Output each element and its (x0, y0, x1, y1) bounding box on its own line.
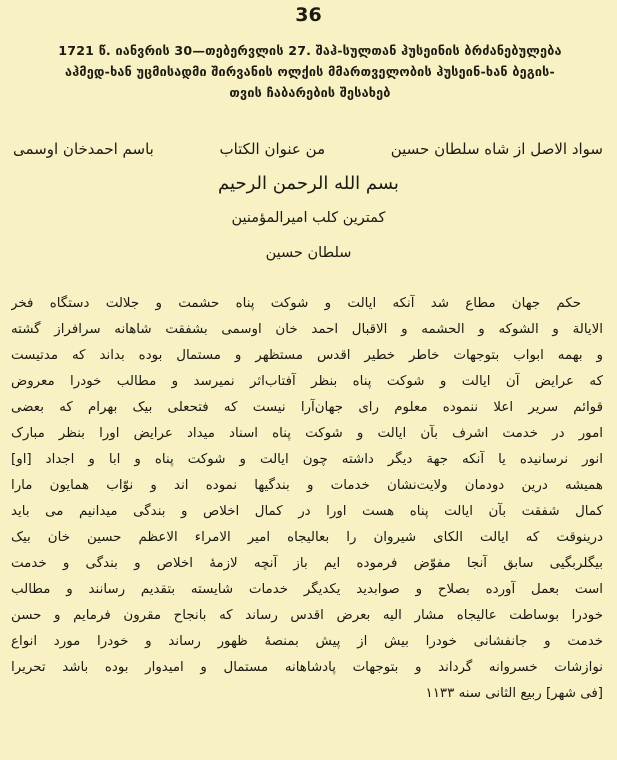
body-line: الایالة و الشوکه و الحشمه و الاقبال احمد خان اوسمی بشفقت شاهانه سرافراز گشته (11, 322, 603, 337)
copy-header-title: من عنوان الکتاب (219, 140, 326, 158)
invocation-name: سلطان حسین (265, 245, 352, 261)
body-line: بیگلربگیی سابق آنجا مفوّض فرموده ایم باز آنچه لازمهٔ اخلاص و بندگی و خدمت (11, 556, 603, 571)
page-number: 36 (295, 4, 322, 26)
invocation-title: کمترین کلب امیرالمؤمنین (231, 210, 386, 226)
body-line: و بهمه ابواب بتوجهات خاطر خطیر اقدس مستظهر و مستمال بوده بداند که مدتیست (11, 348, 603, 363)
body-line: خدمت و جانفشانی خودرا بیش از پیش بمنصهٔ ظهور رساند و خودرا مورد انواع (11, 634, 603, 649)
heading-line: აჰმედ-ხან უცმისადმი შირვანის ოლქის მმართველობის ჰუსეინ-ხან ბეგის- (65, 64, 555, 79)
copy-header (13, 140, 603, 158)
body-line: درینوقت که ایالت الکای شیروان را بعالیجاه امیر الامراء الاعظم حسین خان بیک (11, 530, 603, 545)
body-line: نوازشات خسروانه گرداند و بتوجهات پادشاهانه مستمال و امیدوار بوده باشد تحریرا (11, 660, 603, 675)
body-line: است بعمل آورده بصلاح و صوابدید یکدیگر خدمات شایسته بتقدیم رسانند و مطالب (11, 582, 603, 597)
body-line: خودرا بوساطت عالیجاه مشار الیه بعرض اقدس رساند که بانجاح مقرون فرمایم و حسن (11, 608, 603, 623)
basmala: بسم الله الرحمن الرحیم (218, 173, 399, 194)
body-line: حکم جهان مطاع شد آنکه ایالت و شوکت پناه حشمت و جلالت دستگاه فخر (11, 296, 581, 311)
document-heading (14, 40, 606, 103)
body-line-date: [فی شهر] ربیع الثانی سنه ۱۱۳۳ (425, 686, 603, 701)
body-line: همیشه درین دودمان ولایت‌نشان خدمات و بندگیها نموده اند و نوّاب همایون مارا (11, 478, 603, 493)
copy-header-addressee: باسم احمدخان اوسمی (13, 140, 154, 158)
heading-line: თვის ჩაბარების შესახებ (229, 85, 391, 100)
body-line: کمال شفقت بآن ایالت پناه هست اورا در کمال اخلاص و بندگی میدانیم می باید (11, 504, 603, 519)
heading-line: 1721 წ. იანვრის 30—თებერვლის 27. შაჰ-სულთან ჰუსეინის ბრძანებულება (58, 43, 562, 58)
copy-header-source: سواد الاصل از شاه سلطان حسین (390, 140, 603, 158)
body-line: انور نرسانیده یا آنکه جهة دیگر داشته چون ایالت و شوکت پناه و ابا و اجداد [او] (11, 452, 603, 467)
body-line: که عرایض آن ایالت و شوکت پناه بنظر آفتاب‌اثر نمیرسد و مطالب خودرا معروض (11, 374, 603, 389)
body-line: قوائم سریر اعلا ننموده معلوم رای جهان‌آرا نیست که فتحعلی بیک بهرام که بعضی (11, 400, 603, 415)
body-line: امور در خدمت اشرف بآن ایالت و شوکت پناه اسناد میداد عرایض اورا بنظر مبارک (11, 426, 603, 441)
decree-body (11, 291, 603, 707)
